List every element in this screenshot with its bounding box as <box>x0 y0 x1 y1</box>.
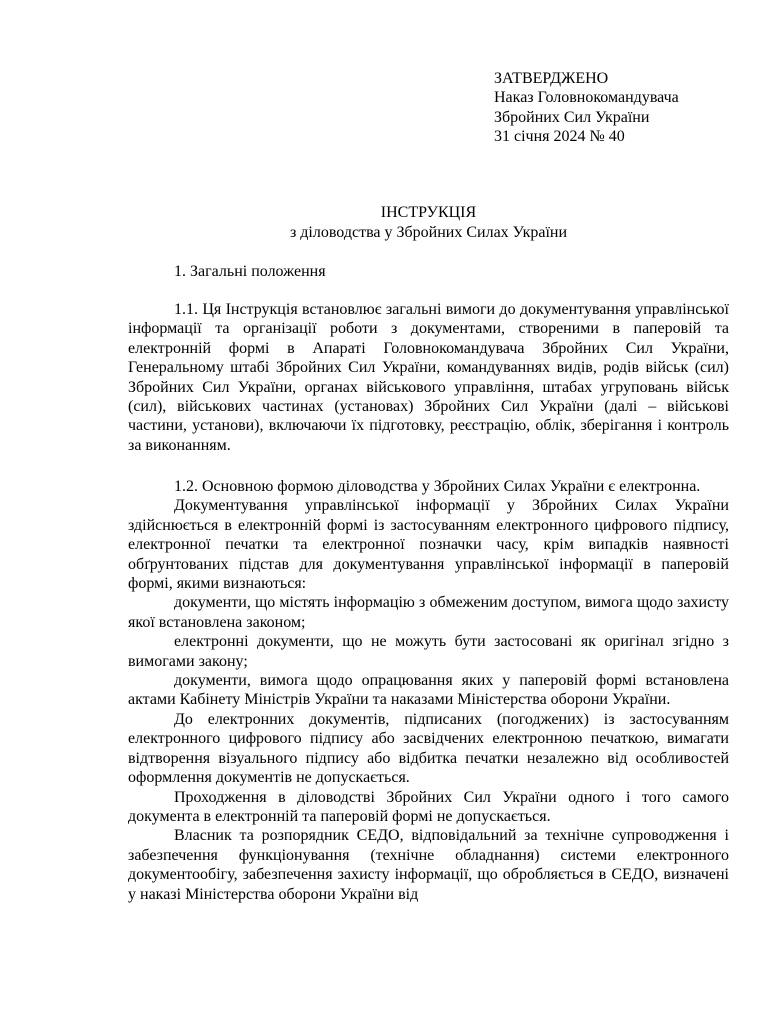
approval-label: ЗАТВЕРДЖЕНО <box>494 70 609 87</box>
approval-order: Наказ Головнокомандувача <box>494 89 679 107</box>
approval-date: 31 січня 2024 № 40 <box>494 128 625 146</box>
paragraph: 1.2. Основною формою діловодства у Збройних Силах України є електронна. <box>174 478 701 495</box>
approval-stamp <box>494 69 679 147</box>
paragraph: Документування управлінської інформації у Збройних Силах України здійснюється в електронній формі із застосуванням електронного цифрового підпису, електронної печатки та електронної позначки часу, крім випадків наявності обґрунтованих підстав для документування управлінської інформації в паперовій формі, якими визнаються: <box>128 497 729 593</box>
paragraph: документи, що містять інформацію з обмеженим доступом, вимога щодо захисту якої встановлена законом; <box>128 594 729 631</box>
document-subtitle: з діловодства у Збройних Силах України <box>289 224 568 241</box>
paragraph: 1.1. Ця Інструкція встановлює загальні вимоги до документування управлінської інформації та організації роботи з документами, створеними в паперовій та електронній формі в Апараті Головнокомандувача Збройних Сил України, Генеральному штабі Збройних Сил України, командуваннях видів, родів військ (сил) Збройних Сил України, органах військового управління, штабах угруповань військ (сил), військових частинах (установах) Збройних Сил України (далі – військові частини, установи), включаючи їх підготовку, реєстрацію, облік, зберігання і контроль за виконанням. <box>128 301 729 454</box>
approval-org: Збройних Сил України <box>494 108 650 126</box>
body-block-2 <box>128 477 729 904</box>
paragraph: Проходження в діловодстві Збройних Сил України одного і того самого документа в електронній та паперовій формі не допускається. <box>128 788 729 825</box>
paragraph: Власник та розпорядник СЕДО, відповідальний за технічне супроводження і забезпечення функціонування (технічне обладнання) системи електронного документообігу, забезпечення захисту інформації, що обробляється в СЕДО, визначені у наказі Міністерства оборони України від <box>128 827 729 903</box>
body-block-1 <box>128 300 729 455</box>
document-title: ІНСТРУКЦІЯ <box>380 204 477 221</box>
paragraph: документи, вимога щодо опрацювання яких у паперовій формі встановлена актами Кабінету Міністрів України та наказами Міністерства оборони України. <box>128 672 729 709</box>
paragraph: До електронних документів, підписаних (погоджених) із застосуванням електронного цифрового підпису або засвідчених електронною печаткою, вимагати відтворення візуального підпису або відбитка печатки незалежно від особливостей оформлення документів не допускається. <box>128 710 729 787</box>
paragraph: електронні документи, що не можуть бути застосовані як оригінал згідно з вимогами закону; <box>128 633 729 670</box>
section-title: 1. Загальні положення <box>174 263 326 280</box>
